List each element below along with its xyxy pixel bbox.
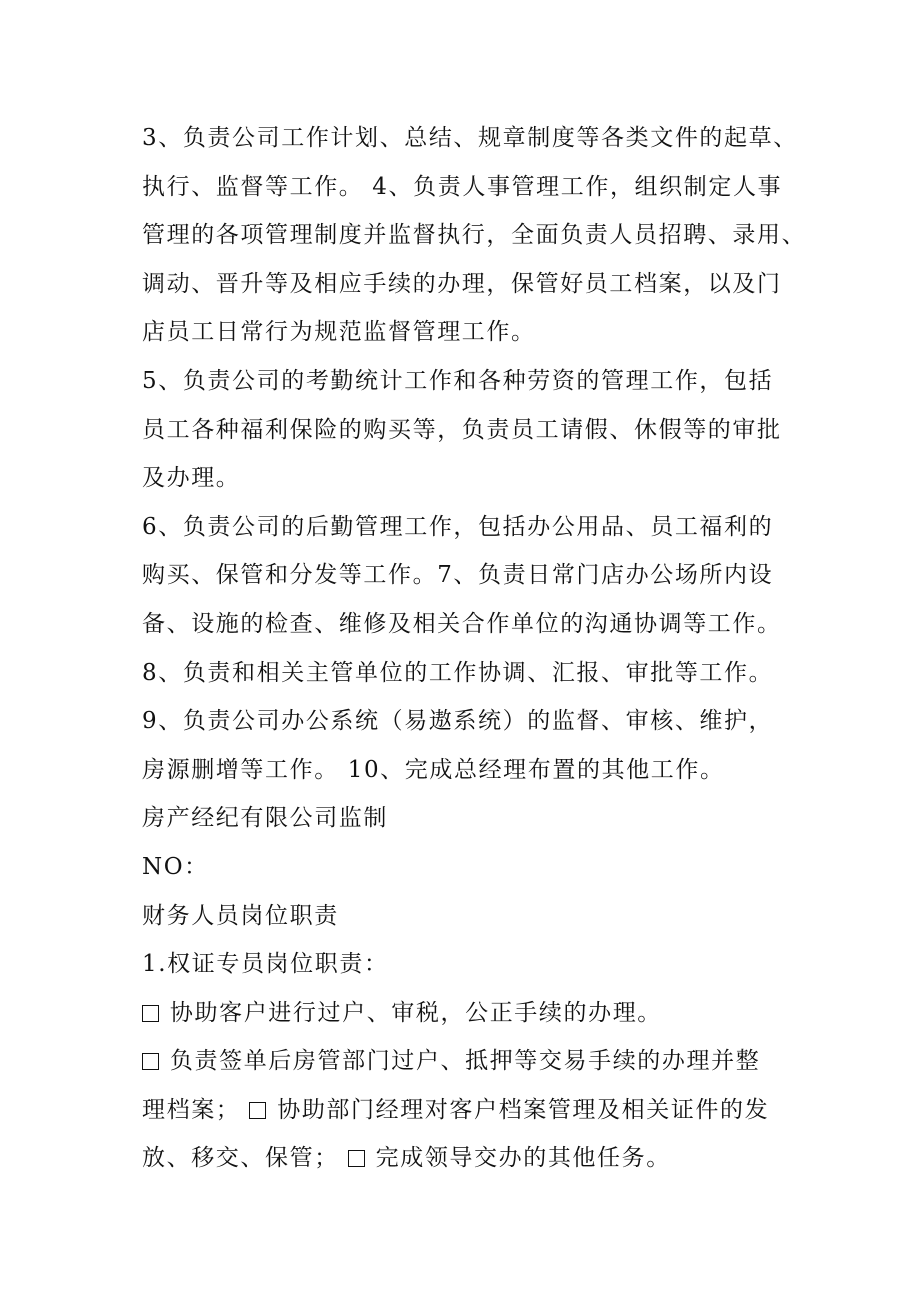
text-line: 房源删增等工作。 10、完成总经理布置的其他工作。 [142, 756, 725, 783]
text-line: 管理的各项管理制度并监督执行，全面负责人员招聘、录用、 [142, 222, 807, 249]
checkbox-icon [249, 1102, 266, 1119]
text-line: 及办理。 [142, 465, 241, 492]
checklist-item-text: 完成领导交办的其他任务。 [366, 1145, 671, 1172]
text-line: 5、负责公司的考勤统计工作和各种劳资的管理工作，包括 [142, 367, 774, 394]
text-line: 8、负责和相关主管单位的工作协调、汇报、审批等工作。 [142, 659, 774, 686]
checkbox-icon [142, 1005, 159, 1022]
checklist-line [142, 1086, 802, 1135]
text-line: 员工各种福利保险的购买等，负责员工请假、休假等的审批 [142, 416, 782, 443]
text-line: 3、负责公司工作计划、总结、规章制度等各类文件的起草、 [142, 125, 798, 151]
document-body [142, 114, 807, 1183]
text-line: 调动、晋升等及相应手续的办理，保管好员工档案，以及门 [142, 270, 782, 297]
checkbox-icon [142, 1053, 159, 1070]
text-line: 9、负责公司办公系统（易遨系统）的监督、审核、维护， [142, 708, 774, 735]
checklist-line [142, 1134, 802, 1183]
checklist-item-text: 协助客户进行过户、审税，公正手续的办理。 [161, 999, 662, 1026]
checkbox-icon [348, 1150, 365, 1167]
checklist-item-text: 放、移交、保管； [142, 1145, 348, 1172]
checklist-item-text: 负责签单后房管部门过户、抵押等交易手续的办理并整 [161, 1048, 761, 1075]
text-line: 购买、保管和分发等工作。7、负责日常门店办公场所内设 [142, 562, 774, 589]
checklist-line [142, 989, 802, 1038]
checklist-line [142, 1037, 802, 1086]
number-line: NO： [142, 853, 209, 880]
text-line: 店员工日常行为规范监督管理工作。 [142, 319, 536, 346]
section-heading: 财务人员岗位职责 [142, 902, 339, 929]
text-line: 6、负责公司的后勤管理工作，包括办公用品、员工福利的 [142, 513, 774, 540]
text-line: 备、设施的检查、维修及相关合作单位的沟通协调等工作。 [142, 610, 782, 637]
company-line: 房产经纪有限公司监制 [142, 805, 388, 832]
subsection-heading: 1.权证专员岗位职责： [142, 951, 389, 978]
checklist-item-text: 理档案； [142, 1096, 250, 1123]
text-line: 执行、监督等工作。 4、负责人事管理工作，组织制定人事 [142, 173, 783, 200]
checklist-item-text: 协助部门经理对客户档案管理及相关证件的发 [268, 1096, 770, 1123]
